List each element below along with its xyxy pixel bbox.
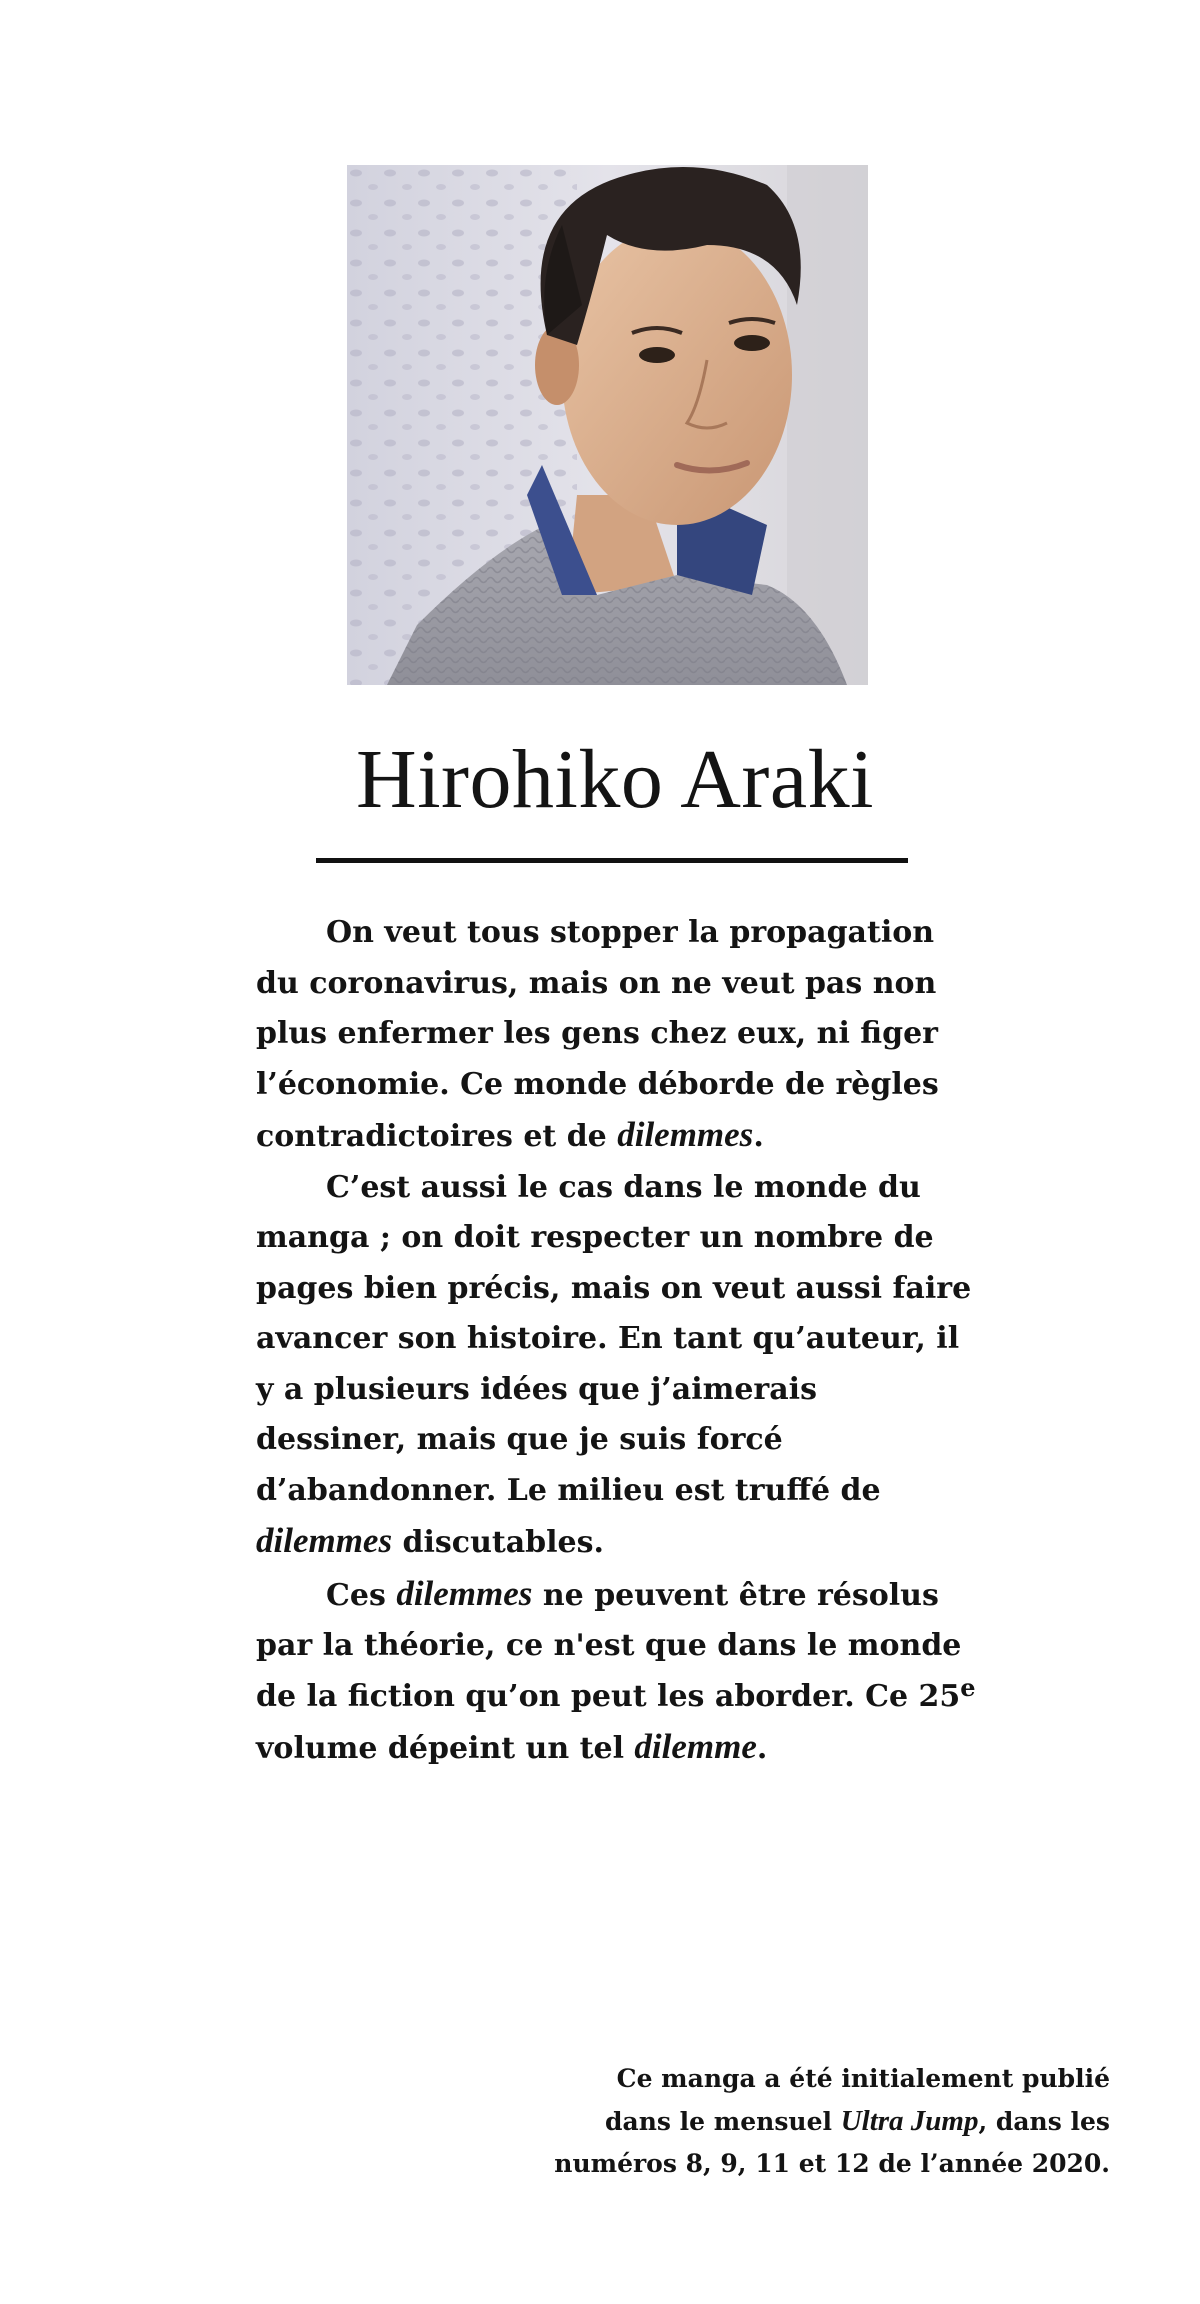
message-paragraph-2: C’est aussi le cas dans le monde du manga ; on doit respecter un nombre de pages bien précis, mais on veut aussi faire avancer son histoire. En tant qu’auteur, il y a plusieurs idées que j’aimerais dessiner, mais que je suis forcé d’abandonner. Le milieu est truffé de dilemmes discutables. xyxy=(256,1169,972,1560)
message-paragraph-3: Ces dilemmes ne peuvent être résolus par la théorie, ce n'est que dans le monde de la fiction qu’on peut les aborder. Ce 25e volume dépeint un tel dilemme. xyxy=(256,1573,976,1766)
title-divider xyxy=(316,858,908,863)
publication-note-line-3: numéros 8, 9, 11 et 12 de l’année 2020. xyxy=(554,2149,1110,2178)
emphasis-dilemmes: dilemmes xyxy=(396,1573,533,1613)
magazine-title: Ultra Jump xyxy=(840,2105,979,2137)
publication-note-line-2: dans le mensuel Ultra Jump, dans les xyxy=(605,2105,1110,2137)
author-portrait-icon xyxy=(347,165,868,685)
emphasis-dilemmes: dilemmes xyxy=(256,1521,393,1560)
emphasis-dilemme: dilemme xyxy=(634,1727,757,1766)
author-message xyxy=(256,908,976,1775)
publication-note-line-1: Ce manga a été initialement publié xyxy=(616,2064,1110,2093)
ordinal-superscript: e xyxy=(960,1672,976,1702)
author-photo xyxy=(347,165,868,685)
emphasis-dilemmes: dilemmes xyxy=(617,1115,754,1154)
message-paragraph-1: On veut tous stopper la propagation du coronavirus, mais on ne veut pas non plus enfermer les gens chez eux, ni figer l’économie. Ce monde déborde de règles contradictoires et de dilemmes. xyxy=(256,915,939,1154)
publication-note xyxy=(400,2058,1110,2185)
author-name: Hirohiko Araki xyxy=(356,733,874,826)
